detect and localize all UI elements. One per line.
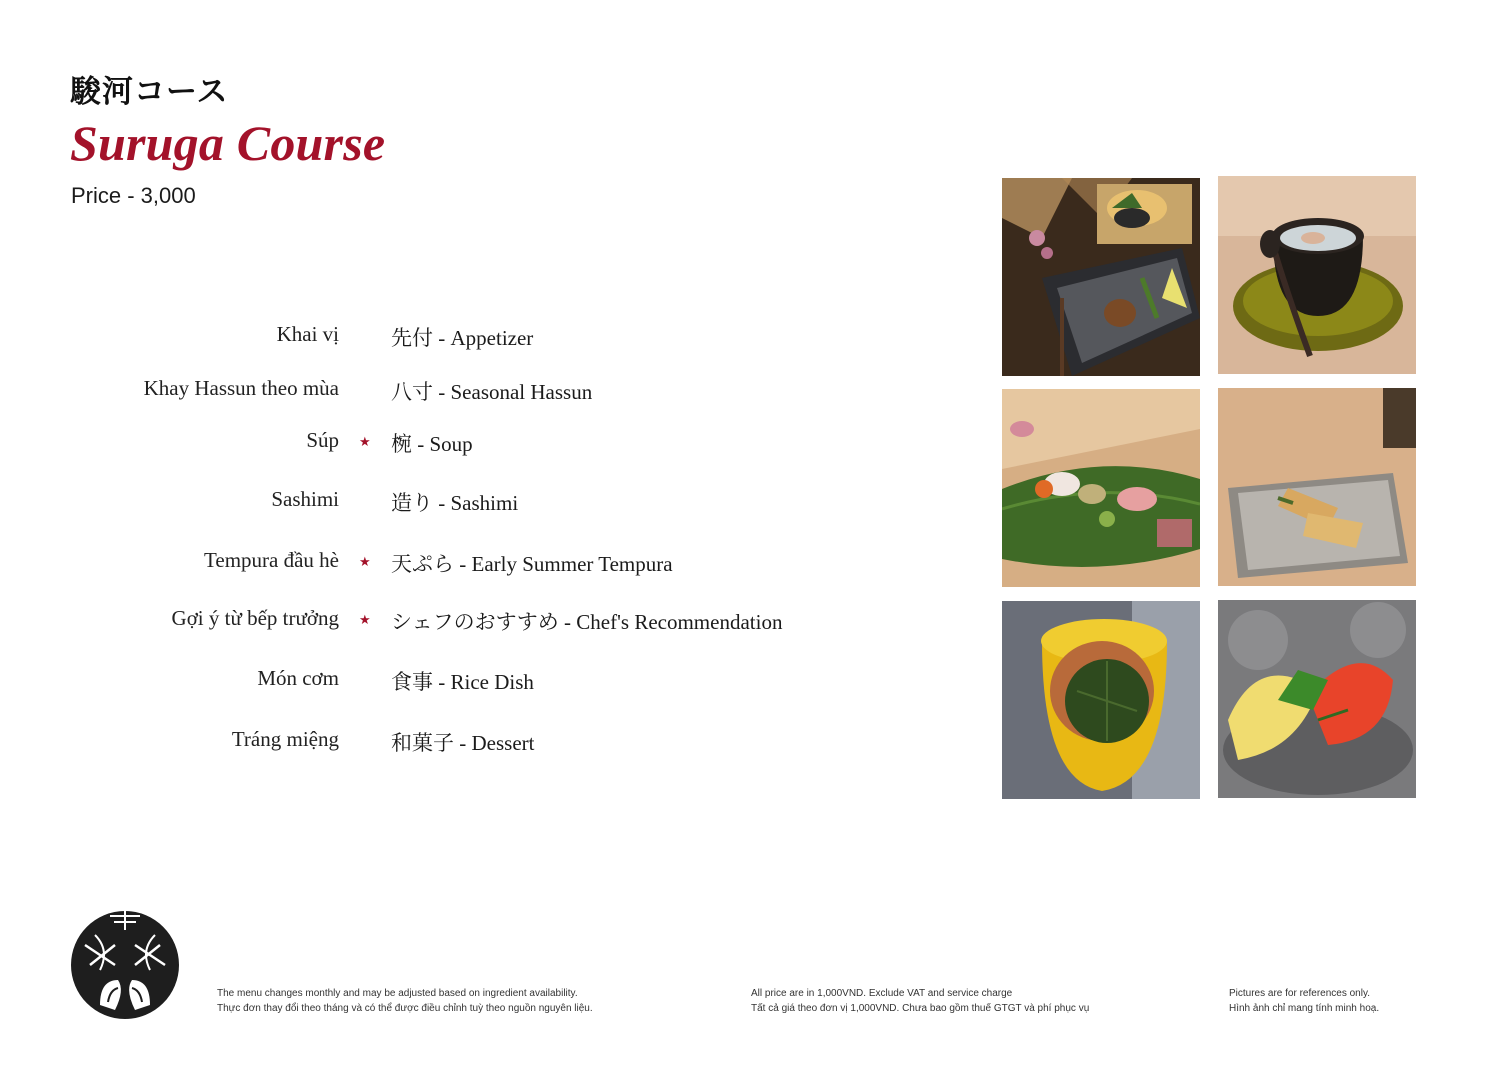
menu-item-vi: Súp: [306, 428, 339, 452]
menu-row-appetizer: [0, 322, 900, 362]
recommended-star-icon: ★: [359, 554, 371, 569]
menu-item-name: 八寸 - Seasonal Hassun: [391, 380, 593, 404]
sashimi-photo: [1002, 389, 1200, 587]
menu-item-name: 造り - Sashimi: [391, 491, 519, 515]
menu-item-vi: Tempura đầu hè: [204, 548, 339, 572]
menu-item-vi: Sashimi: [271, 487, 339, 511]
menu-item-name: 和菓子 - Dessert: [391, 731, 535, 755]
menu-item-vi: Món cơm: [257, 666, 339, 690]
menu-item-vi: Khay Hassun theo mùa: [143, 376, 339, 400]
recommended-star-icon: ★: [359, 434, 371, 449]
footnote-menu-changes: The menu changes monthly and may be adjusted based on ingredient availability. Thực đơn thay đổi theo tháng và có thể được điều chỉnh tuỳ theo nguồn nguyên liệu.: [217, 988, 593, 1014]
footnote-price: All price are in 1,000VND. Exclude VAT and service charge Tất cả giá theo đơn vị 1,000VND. Chưa bao gồm thuế GTGT và phí phục vụ: [751, 988, 1090, 1014]
menu-row-sashimi: [0, 487, 900, 527]
menu-row-dessert: [0, 727, 900, 767]
soup-bowl-photo: [1218, 176, 1416, 374]
crest-logo: [70, 910, 180, 1020]
tempura-photo: [1218, 388, 1416, 586]
course-title-en: Suruga Course: [70, 115, 386, 171]
menu-item-name: 食事 - Rice Dish: [391, 670, 534, 694]
menu-row-rice: [0, 666, 900, 706]
menu-item-name: 椀 - Soup: [391, 432, 473, 456]
rice-dish-photo: [1002, 601, 1200, 799]
dessert-photo: [1218, 600, 1416, 798]
menu-item-name: 天ぷら - Early Summer Tempura: [391, 552, 673, 576]
menu-item-vi: Tráng miệng: [231, 727, 339, 751]
menu-item-name: シェフのおすすめ - Chef's Recommendation: [391, 610, 783, 634]
menu-item-vi: Gợi ý từ bếp trưởng: [171, 606, 339, 630]
footnote-pictures: Pictures are for references only. Hình ảnh chỉ mang tính minh hoạ.: [1229, 988, 1380, 1014]
menu-row-chef-recommendation: [0, 606, 900, 646]
menu-row-soup: [0, 428, 900, 468]
course-price: Price - 3,000: [71, 183, 196, 208]
recommended-star-icon: ★: [359, 612, 371, 627]
menu-row-hassun: [0, 376, 900, 416]
menu-item-vi: Khai vị: [276, 322, 339, 346]
course-title-jp: 駿河コース: [70, 74, 229, 110]
menu-item-name: 先付 - Appetizer: [391, 326, 534, 350]
appetizer-photo: [1002, 178, 1200, 376]
menu-row-tempura: [0, 548, 900, 588]
